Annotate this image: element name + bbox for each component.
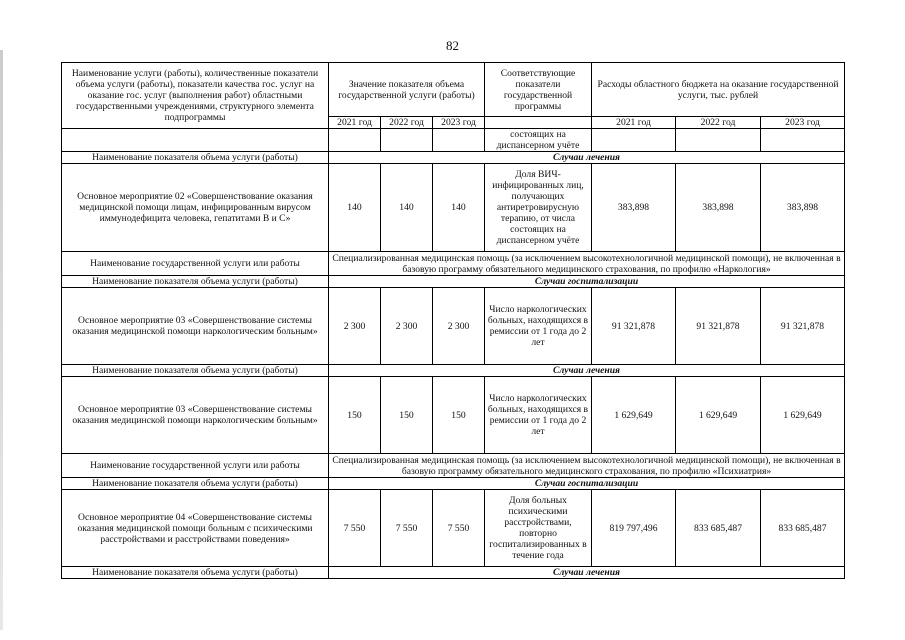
service-label: Наименование государственной услуги или работы xyxy=(62,252,329,276)
services-table xyxy=(61,62,845,579)
indicator-cell: состоящих на диспансерном учёте xyxy=(485,129,592,152)
empty-cell xyxy=(761,129,845,152)
header-row xyxy=(62,63,845,117)
volume-2023: 7 550 xyxy=(433,490,485,567)
expense-2023: 833 685,487 xyxy=(761,490,845,567)
volume-2021: 140 xyxy=(329,164,381,252)
volume-2023: 140 xyxy=(433,164,485,252)
indicator-label: Наименование показателя объема услуги (работы) xyxy=(62,567,329,579)
service-label: Наименование государственной услуги или работы xyxy=(62,454,329,478)
empty-cell xyxy=(62,129,329,152)
header-indicators-cell: Соответствующие показатели государственной программы xyxy=(485,63,592,117)
volume-2021: 7 550 xyxy=(329,490,381,567)
service-row xyxy=(62,454,845,478)
expense-2022: 91 321,878 xyxy=(676,288,761,365)
indicator-label-row xyxy=(62,276,845,288)
indicator-label-row xyxy=(62,567,845,579)
year-2022: 2022 год xyxy=(381,117,433,129)
event-name: Основное мероприятие 04 «Совершенствование системы оказания медицинской помощи больным с психическими расстройствами и расстройствами поведения» xyxy=(62,490,329,567)
scan-edge xyxy=(0,50,3,630)
indicator-value: Случаи лечения xyxy=(329,567,845,579)
indicator-label: Наименование показателя объема услуги (работы) xyxy=(62,478,329,490)
volume-2022: 150 xyxy=(381,377,433,454)
indicator-cell: Доля ВИЧ-инфицированных лиц, получающих антиретровирусную терапию, от числа состоящих на диспансерном учёте xyxy=(485,164,592,252)
service-value: Специализированная медицинская помощь (за исключением высокотехнологичной медицинской помощи), не включенная в базовую программу обязательного медицинского страхования, по профилю «Наркология» xyxy=(329,252,845,276)
indicator-label: Наименование показателя объема услуги (работы) xyxy=(62,152,329,164)
expense-2022: 833 685,487 xyxy=(676,490,761,567)
event-name: Основное мероприятие 03 «Совершенствование системы оказания медицинской помощи наркологическим больным» xyxy=(62,377,329,454)
indicator-cell: Доля больных психическими расстройствами, повторно госпитализированных в течение года xyxy=(485,490,592,567)
expense-2021: 1 629,649 xyxy=(592,377,676,454)
empty-cell xyxy=(676,129,761,152)
expense-2023: 91 321,878 xyxy=(761,288,845,365)
page-number: 82 xyxy=(446,38,459,53)
table-row xyxy=(62,288,845,365)
empty-cell xyxy=(329,129,381,152)
event-name: Основное мероприятие 03 «Совершенствование системы оказания медицинской помощи наркологическим больным» xyxy=(62,288,329,365)
expense-2022: 383,898 xyxy=(676,164,761,252)
expense-2023: 383,898 xyxy=(761,164,845,252)
volume-2022: 2 300 xyxy=(381,288,433,365)
volume-2023: 150 xyxy=(433,377,485,454)
expense-2022: 1 629,649 xyxy=(676,377,761,454)
service-value: Специализированная медицинская помощь (за исключением высокотехнологичной медицинской помощи), не включенная в базовую программу обязательного медицинского страхования, по профилю «Психиатрия» xyxy=(329,454,845,478)
indicator-value: Случаи лечения xyxy=(329,365,845,377)
expense-2023: 1 629,649 xyxy=(761,377,845,454)
empty-cell xyxy=(592,129,676,152)
expense-2021: 91 321,878 xyxy=(592,288,676,365)
indicator-label-row xyxy=(62,152,845,164)
expense-2021: 383,898 xyxy=(592,164,676,252)
table-row xyxy=(62,129,845,152)
indicator-label: Наименование показателя объема услуги (работы) xyxy=(62,365,329,377)
indicator-label-row xyxy=(62,478,845,490)
header-name-cell: Наименование услуги (работы), количественные показатели объема услуги (работы), показатели качества гос. услуг на оказание гос. услуг (выполнения работ) областными государственными учреждениями, структурного элемента подпрограммы xyxy=(62,63,329,129)
table-row xyxy=(62,490,845,567)
volume-2021: 150 xyxy=(329,377,381,454)
indicator-value: Случаи госпитализации xyxy=(329,276,845,288)
event-name: Основное мероприятие 02 «Совершенствование оказания медицинской помощи лицам, инфицированным вирусом иммунодефицита человека, гепатитами В и С» xyxy=(62,164,329,252)
empty-cell xyxy=(381,129,433,152)
year-2021: 2021 год xyxy=(329,117,381,129)
empty-cell xyxy=(485,117,592,129)
service-row xyxy=(62,252,845,276)
volume-2021: 2 300 xyxy=(329,288,381,365)
year-2022: 2022 год xyxy=(676,117,761,129)
year-2023: 2023 год xyxy=(761,117,845,129)
indicator-value: Случаи лечения xyxy=(329,152,845,164)
volume-2022: 140 xyxy=(381,164,433,252)
indicator-cell: Число наркологических больных, находящихся в ремиссии от 1 года до 2 лет xyxy=(485,288,592,365)
volume-2022: 7 550 xyxy=(381,490,433,567)
volume-2023: 2 300 xyxy=(433,288,485,365)
year-2023: 2023 год xyxy=(433,117,485,129)
header-volume-cell: Значение показателя объема государственной услуги (работы) xyxy=(329,63,485,117)
indicator-cell: Число наркологических больных, находящихся в ремиссии от 1 года до 2 лет xyxy=(485,377,592,454)
table-row xyxy=(62,377,845,454)
indicator-label: Наименование показателя объема услуги (работы) xyxy=(62,276,329,288)
indicator-value: Случаи госпитализации xyxy=(329,478,845,490)
year-2021: 2021 год xyxy=(592,117,676,129)
header-expenses-cell: Расходы областного бюджета на оказание государственной услуги, тыс. рублей xyxy=(592,63,845,117)
table-row xyxy=(62,164,845,252)
empty-cell xyxy=(433,129,485,152)
expense-2021: 819 797,496 xyxy=(592,490,676,567)
indicator-label-row xyxy=(62,365,845,377)
